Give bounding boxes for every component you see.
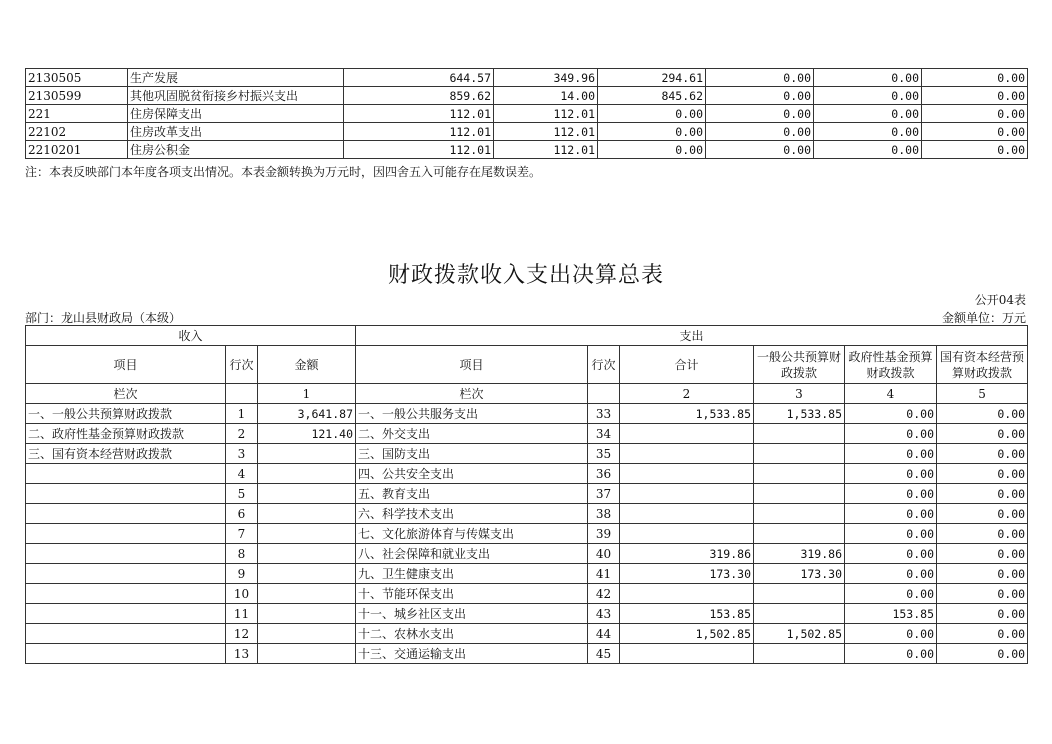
name-cell: 生产发展 — [128, 69, 344, 87]
code-cell: 2210201 — [26, 141, 128, 159]
income-item-cell — [26, 584, 226, 604]
income-rowno-cell: 4 — [226, 464, 258, 484]
extra-cell-2: 0.00 — [814, 141, 922, 159]
expense-rowno-cell: 44 — [588, 624, 620, 644]
total-cell — [620, 444, 754, 464]
expense-rowno-cell: 33 — [588, 404, 620, 424]
income-item-cell — [26, 544, 226, 564]
state-capital-cell: 0.00 — [937, 504, 1028, 524]
code-cell: 221 — [26, 105, 128, 123]
total-cell — [620, 644, 754, 664]
income-item-cell — [26, 624, 226, 644]
gov-fund-cell: 0.00 — [845, 464, 937, 484]
total-cell — [620, 524, 754, 544]
expense-item-cell: 三、国防支出 — [356, 444, 588, 464]
extra-cell-1: 0.00 — [706, 87, 814, 105]
column-label-empty — [226, 384, 258, 404]
amount-unit-label: 金额单位：万元 — [941, 311, 1026, 325]
basic-cell: 14.00 — [494, 87, 598, 105]
income-amount-cell: 121.40 — [258, 424, 356, 444]
income-item-cell — [26, 604, 226, 624]
name-cell: 住房公积金 — [128, 141, 344, 159]
gov-fund-cell: 0.00 — [845, 564, 937, 584]
general-budget-header: 一般公共预算财政拨款 — [754, 346, 845, 384]
general-budget-cell — [754, 464, 845, 484]
state-capital-cell: 0.00 — [937, 564, 1028, 584]
table-row — [26, 87, 1028, 105]
expense-rowno-cell: 39 — [588, 524, 620, 544]
basic-cell: 349.96 — [494, 69, 598, 87]
income-item-header: 项目 — [26, 346, 226, 384]
total-cell: 319.86 — [620, 544, 754, 564]
income-item-cell — [26, 484, 226, 504]
general-budget-cell: 1,533.85 — [754, 404, 845, 424]
expense-rowno-cell: 36 — [588, 464, 620, 484]
extra-cell-3: 0.00 — [922, 123, 1028, 141]
total-cell: 1,533.85 — [620, 404, 754, 424]
income-rowno-cell: 7 — [226, 524, 258, 544]
gov-fund-cell: 0.00 — [845, 584, 937, 604]
income-item-cell — [26, 564, 226, 584]
expense-rowno-header: 行次 — [588, 346, 620, 384]
general-budget-cell: 173.30 — [754, 564, 845, 584]
expense-rowno-cell: 43 — [588, 604, 620, 624]
general-budget-cell — [754, 444, 845, 464]
state-capital-cell: 0.00 — [937, 544, 1028, 564]
total-header: 合计 — [620, 346, 754, 384]
income-rowno-cell: 3 — [226, 444, 258, 464]
table-row — [26, 484, 1028, 504]
table-row — [26, 524, 1028, 544]
general-budget-cell — [754, 604, 845, 624]
gov-fund-cell: 0.00 — [845, 444, 937, 464]
expense-item-cell: 一、一般公共服务支出 — [356, 404, 588, 424]
page-title: 财政拨款收入支出决算总表 — [387, 263, 664, 288]
income-amount-cell — [258, 584, 356, 604]
table-row — [26, 123, 1028, 141]
expense-item-cell: 四、公共安全支出 — [356, 464, 588, 484]
table-row — [26, 404, 1028, 424]
expense-item-cell: 十一、城乡社区支出 — [356, 604, 588, 624]
table-row — [26, 644, 1028, 664]
state-capital-cell: 0.00 — [937, 644, 1028, 664]
general-budget-cell — [754, 504, 845, 524]
expense-header: 支出 — [356, 326, 1028, 346]
general-budget-cell — [754, 644, 845, 664]
state-capital-header: 国有资本经营预算财政拨款 — [937, 346, 1028, 384]
column-number-1: 1 — [258, 384, 356, 404]
extra-cell-3: 0.00 — [922, 105, 1028, 123]
income-amount-cell — [258, 604, 356, 624]
column-label-empty — [588, 384, 620, 404]
state-capital-cell: 0.00 — [937, 584, 1028, 604]
total-cell: 644.57 — [344, 69, 494, 87]
total-cell: 153.85 — [620, 604, 754, 624]
total-cell: 1,502.85 — [620, 624, 754, 644]
table-note: 注：本表反映部门本年度各项支出情况。本表金额转换为万元时，因四舍五入可能存在尾数误差。 — [25, 165, 542, 179]
expense-item-cell: 五、教育支出 — [356, 484, 588, 504]
project-cell: 0.00 — [598, 105, 706, 123]
expense-item-header: 项目 — [356, 346, 588, 384]
income-item-cell — [26, 524, 226, 544]
gov-fund-cell: 0.00 — [845, 544, 937, 564]
total-cell — [620, 484, 754, 504]
total-cell — [620, 584, 754, 604]
income-rowno-cell: 8 — [226, 544, 258, 564]
gov-fund-header: 政府性基金预算财政拨款 — [845, 346, 937, 384]
expense-rowno-cell: 41 — [588, 564, 620, 584]
extra-cell-2: 0.00 — [814, 87, 922, 105]
income-rowno-cell: 11 — [226, 604, 258, 624]
basic-cell: 112.01 — [494, 141, 598, 159]
total-cell: 173.30 — [620, 564, 754, 584]
extra-cell-1: 0.00 — [706, 123, 814, 141]
column-number-4: 4 — [845, 384, 937, 404]
income-item-cell: 二、政府性基金预算财政拨款 — [26, 424, 226, 444]
project-cell: 0.00 — [598, 123, 706, 141]
income-rowno-cell: 6 — [226, 504, 258, 524]
income-rowno-cell: 13 — [226, 644, 258, 664]
income-item-cell — [26, 504, 226, 524]
gov-fund-cell: 0.00 — [845, 404, 937, 424]
expense-detail-table — [25, 68, 1028, 159]
total-cell: 112.01 — [344, 123, 494, 141]
project-cell: 0.00 — [598, 141, 706, 159]
total-cell: 112.01 — [344, 105, 494, 123]
table-row — [26, 504, 1028, 524]
income-amount-cell — [258, 504, 356, 524]
income-rowno-cell: 2 — [226, 424, 258, 444]
name-cell: 其他巩固脱贫衔接乡村振兴支出 — [128, 87, 344, 105]
expense-item-cell: 十二、农林水支出 — [356, 624, 588, 644]
column-number-5: 5 — [937, 384, 1028, 404]
extra-cell-3: 0.00 — [922, 69, 1028, 87]
gov-fund-cell: 0.00 — [845, 624, 937, 644]
income-amount-cell — [258, 564, 356, 584]
expense-rowno-cell: 40 — [588, 544, 620, 564]
income-rowno-cell: 5 — [226, 484, 258, 504]
general-budget-cell — [754, 484, 845, 504]
total-cell: 112.01 — [344, 141, 494, 159]
income-rowno-header: 行次 — [226, 346, 258, 384]
fiscal-summary-table — [25, 325, 1028, 664]
income-rowno-cell: 1 — [226, 404, 258, 424]
expense-rowno-cell: 34 — [588, 424, 620, 444]
income-rowno-cell: 10 — [226, 584, 258, 604]
total-cell: 859.62 — [344, 87, 494, 105]
table-row — [26, 584, 1028, 604]
income-rowno-cell: 12 — [226, 624, 258, 644]
state-capital-cell: 0.00 — [937, 484, 1028, 504]
project-cell: 845.62 — [598, 87, 706, 105]
state-capital-cell: 0.00 — [937, 404, 1028, 424]
table-row — [26, 604, 1028, 624]
general-budget-cell: 319.86 — [754, 544, 845, 564]
expense-rowno-cell: 35 — [588, 444, 620, 464]
extra-cell-2: 0.00 — [814, 123, 922, 141]
code-cell: 22102 — [26, 123, 128, 141]
state-capital-cell: 0.00 — [937, 604, 1028, 624]
table-row — [26, 424, 1028, 444]
expense-item-cell: 八、社会保障和就业支出 — [356, 544, 588, 564]
column-label-expense: 栏次 — [356, 384, 588, 404]
extra-cell-2: 0.00 — [814, 69, 922, 87]
income-amount-cell — [258, 484, 356, 504]
income-amount-cell — [258, 524, 356, 544]
table-row — [26, 544, 1028, 564]
gov-fund-cell: 0.00 — [845, 424, 937, 444]
form-number: 公开04表 — [974, 293, 1026, 307]
income-item-cell: 三、国有资本经营财政拨款 — [26, 444, 226, 464]
department-label: 部门：龙山县财政局（本级） — [25, 311, 182, 325]
total-cell — [620, 424, 754, 444]
extra-cell-2: 0.00 — [814, 105, 922, 123]
general-budget-cell: 1,502.85 — [754, 624, 845, 644]
state-capital-cell: 0.00 — [937, 524, 1028, 544]
gov-fund-cell: 153.85 — [845, 604, 937, 624]
income-item-cell — [26, 464, 226, 484]
general-budget-cell — [754, 424, 845, 444]
income-amount-cell — [258, 464, 356, 484]
income-rowno-cell: 9 — [226, 564, 258, 584]
gov-fund-cell: 0.00 — [845, 504, 937, 524]
income-amount-cell — [258, 444, 356, 464]
state-capital-cell: 0.00 — [937, 424, 1028, 444]
table-row — [26, 564, 1028, 584]
name-cell: 住房改革支出 — [128, 123, 344, 141]
income-header: 收入 — [26, 326, 356, 346]
column-number-3: 3 — [754, 384, 845, 404]
code-cell: 2130505 — [26, 69, 128, 87]
state-capital-cell: 0.00 — [937, 624, 1028, 644]
expense-item-cell: 十三、交通运输支出 — [356, 644, 588, 664]
income-amount-cell — [258, 544, 356, 564]
column-number-2: 2 — [620, 384, 754, 404]
income-item-cell: 一、一般公共预算财政拨款 — [26, 404, 226, 424]
table-row — [26, 105, 1028, 123]
extra-cell-1: 0.00 — [706, 69, 814, 87]
income-amount-cell: 3,641.87 — [258, 404, 356, 424]
expense-item-cell: 九、卫生健康支出 — [356, 564, 588, 584]
table-row — [26, 464, 1028, 484]
expense-item-cell: 六、科学技术支出 — [356, 504, 588, 524]
state-capital-cell: 0.00 — [937, 464, 1028, 484]
total-cell — [620, 464, 754, 484]
extra-cell-3: 0.00 — [922, 87, 1028, 105]
expense-item-cell: 七、文化旅游体育与传媒支出 — [356, 524, 588, 544]
general-budget-cell — [754, 524, 845, 544]
basic-cell: 112.01 — [494, 105, 598, 123]
table-row — [26, 444, 1028, 464]
income-amount-cell — [258, 644, 356, 664]
total-cell — [620, 504, 754, 524]
code-cell: 2130599 — [26, 87, 128, 105]
expense-rowno-cell: 42 — [588, 584, 620, 604]
project-cell: 294.61 — [598, 69, 706, 87]
name-cell: 住房保障支出 — [128, 105, 344, 123]
expense-rowno-cell: 38 — [588, 504, 620, 524]
gov-fund-cell: 0.00 — [845, 524, 937, 544]
expense-rowno-cell: 37 — [588, 484, 620, 504]
gov-fund-cell: 0.00 — [845, 484, 937, 504]
expense-item-cell: 十、节能环保支出 — [356, 584, 588, 604]
extra-cell-1: 0.00 — [706, 105, 814, 123]
basic-cell: 112.01 — [494, 123, 598, 141]
income-amount-cell — [258, 624, 356, 644]
table-row — [26, 69, 1028, 87]
gov-fund-cell: 0.00 — [845, 644, 937, 664]
table-row — [26, 624, 1028, 644]
state-capital-cell: 0.00 — [937, 444, 1028, 464]
extra-cell-3: 0.00 — [922, 141, 1028, 159]
general-budget-cell — [754, 584, 845, 604]
table-row — [26, 141, 1028, 159]
expense-item-cell: 二、外交支出 — [356, 424, 588, 444]
expense-rowno-cell: 45 — [588, 644, 620, 664]
extra-cell-1: 0.00 — [706, 141, 814, 159]
income-amount-header: 金额 — [258, 346, 356, 384]
income-item-cell — [26, 644, 226, 664]
column-label-income: 栏次 — [26, 384, 226, 404]
